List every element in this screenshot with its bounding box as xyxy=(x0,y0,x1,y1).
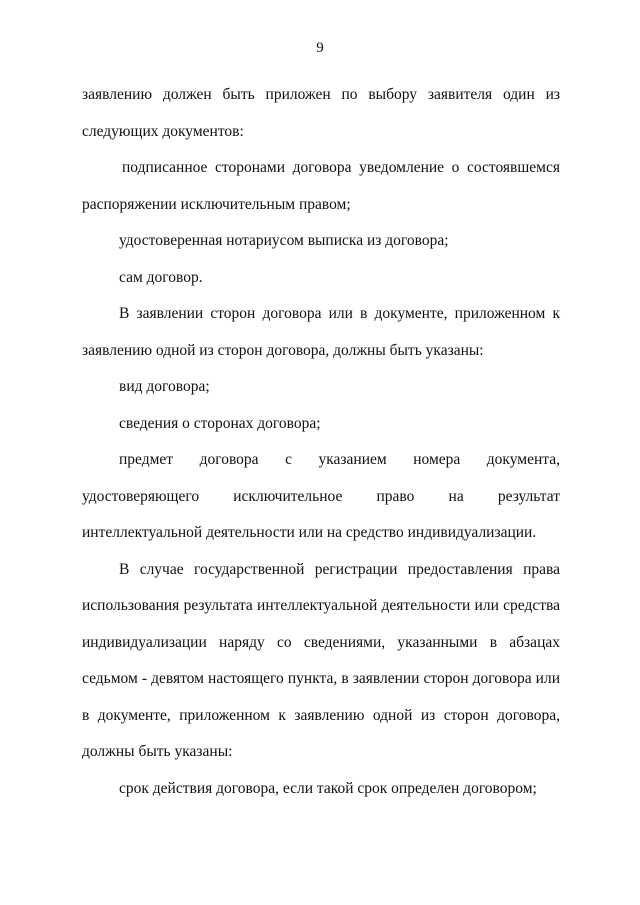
paragraph-contract-type: вид договора; xyxy=(119,378,210,395)
document-body xyxy=(82,77,560,807)
paragraph-contract-term: срок действия договора, если такой срок определен договором; xyxy=(119,779,537,797)
paragraph-parties-info: сведения о сторонах договора; xyxy=(119,414,321,432)
paragraph-continuation: заявлению должен быть приложен по выбору заявителя один из следующих документов: xyxy=(82,86,560,140)
paragraph-required-info-intro: В заявлении сторон договора или в документе, приложенном к заявлению одной из сторон договора, должны быть указаны: xyxy=(82,305,560,359)
paragraph-notice-option: подписанное сторонами договора уведомление о состоявшемся распоряжении исключительным правом; xyxy=(82,159,560,213)
page-number: 9 xyxy=(316,40,324,56)
paragraph-license-registration: В случае государственной регистрации предоставления права использования результата интеллектуальной деятельности или средства индивидуализации наряду со сведениями, указанными в абзацах седьмом - девятом настоящего пункта, в заявлении сторон договора или в документе, приложенном к заявлению одной из сторон договора, должны быть указаны: xyxy=(82,560,560,760)
paragraph-notarized-extract: удостоверенная нотариусом выписка из договора; xyxy=(119,232,449,249)
paragraph-contract-subject: предмет договора с указанием номера документа, удостоверяющего исключительное право на результат интеллектуальной деятельности или на средство индивидуализации. xyxy=(82,451,560,541)
paragraph-contract-itself: сам договор. xyxy=(119,268,203,286)
